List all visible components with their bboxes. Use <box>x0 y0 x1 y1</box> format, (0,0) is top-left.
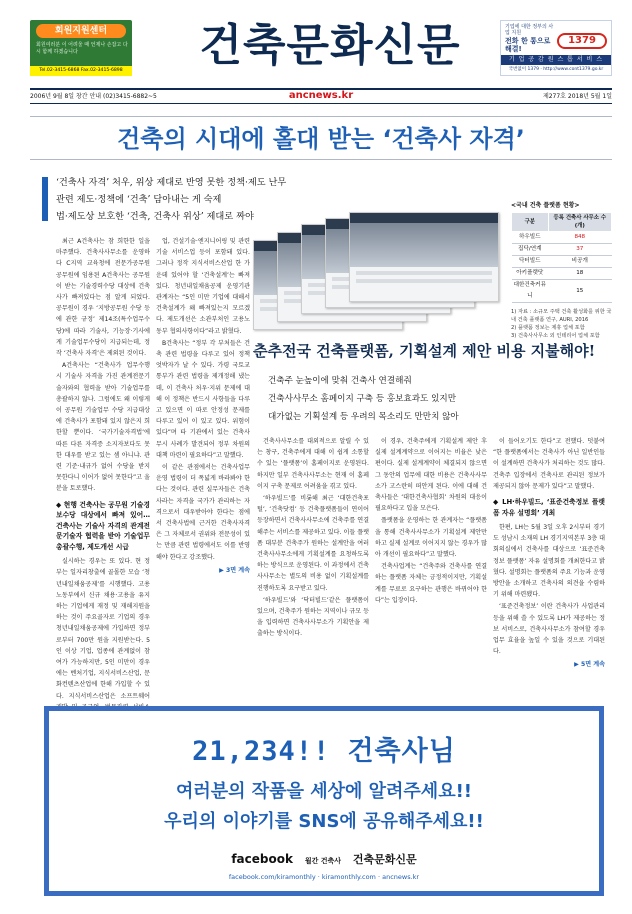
article-column-2 <box>156 236 250 696</box>
main-headline: 건축의 시대에 홀대 받는 ‘건축사 자격’ <box>30 116 612 160</box>
article-subheading: ◆ LH·하우빌드, ‘표준건축정보 플랫폼 자유 설명회’ 개최 <box>493 498 605 517</box>
article-paragraph: 실시하는 경우는 또 있다. 현 정부는 일자리창출에 골몰한 모습 ‘청년내일채움공제’를 시행했다. 고용노동부에서 신규 채용·고용을 유지하는 기업에게 재정 및 재해지원을 하는 것이 주요골자로 기업의 경우 청년내일채움공제에 가입하면 정부로부터 700만 원을 지원받는다. 5인 이상 기업, 업종에 관계없이 참여가 가능하지만, 5인 미만이 경우에는 벤처기업, 지식서비스산업, 문화컨텐츠산업에 한해 가입할 수 있다. 지식서비스산업은 소프트웨어 <box>56 558 150 700</box>
table-row <box>512 256 612 268</box>
article-paragraph: ‘표준건축정보’ 이란 건축사가 사업관리 등을 위해 쓸 수 있도록 LH가 제공하는 정보 서비스로, 건축사사무소가 참여할 경우 업무 효율을 높일 수 있을 것으로 기대된다. <box>493 603 605 656</box>
stats-value: 18 <box>548 268 611 280</box>
stats-value: 37 <box>548 244 611 256</box>
second-headline: 춘추전국 건축플랫폼, 기획설계 제안 비용 지불해야! <box>253 342 596 360</box>
article-paragraph: ‘하우빌드’와 ‘닥터빌드’같은 플랫폼이 있으며, 건축주가 원하는 지역이나 규모 등을 입력하면 건축사사무소가 기획안을 제출하는 방식이다. <box>257 596 369 638</box>
platform-stats-box <box>511 200 612 340</box>
article-paragraph: A건축사는 “건축사가 업무수행 시 기술사 자격을 가진 관계전문기술자와의 협력을 받아 기술업무를 총괄하지 않나. 그럼에도 왜 이렇게 이 공무원 기술업무 수당 지급대상에 건축사가 포함돼 있지 않은지 희한할 뿐이다. ‘국가기술자격법’에 따른 다른 자격증 소지자보다도 못한 대우를 받고 있는 셈 아니냐. 관련 기준·내규가 없어 수당을 받지 못한다니 이어가 없어 못한다”고 울분을 토로했다. <box>56 362 150 493</box>
article-paragraph: 최근 A건축사는 참 희한한 일을 마주했다. 건축사사무소를 운영하다 C지역 교육청에 전문가공무원 공무원에 임용된 A건축사는 공무원이 받는 기술경력수당 대상에 건축사가 빠져있다는 점 알게 되었다. 공무원이 경우 ‘지방공무원 수당 등에 관한 규정’ 제14조(특수업무수당)에 따라 기술사, 기능장·기사에게 기술업무수당이 지급되는데, 정작 ‘건축사 자격’은 제외된 것이다. <box>56 238 150 358</box>
onestop-small-text: 기업에 대한 정부의 사업 지원 <box>505 24 554 36</box>
member-support-title: 회원지원센터 <box>36 24 126 38</box>
article-column-1 <box>56 236 150 700</box>
stats-notes <box>511 308 612 340</box>
article-paragraph: 이 경우, 건축주에게 기획설계 제안 후 실제 설계계약으로 이어지는 비율은 낮은 편이다. 실제 설계계약이 체결되지 않으면 그 동안의 업무에 대한 비용은 건축사사무소가 고스란히 떠안게 된다. 이에 대해 건축사들은 ‘대한건축사협회’ 차원의 대응이 필요하다고 입을 모은다. <box>375 438 487 513</box>
deck-line: 건축주 눈높이에 맞춰 건축사 연결해줘 <box>268 376 412 386</box>
member-support-text: 회원여러분 이 어려울 때 언제나 손잡고 다시 함께 하겠습니다 <box>36 42 128 55</box>
onestop-band: 기 업 공 감 원 스 톱 서 비 스 <box>501 55 611 65</box>
table-row <box>512 280 612 303</box>
stats-note: 1) 자료 : 소규모 주택 건축 활성화를 위한 국내 건축 플랫폼 연구, AURI, 2016 <box>511 309 612 323</box>
deck-line: 관련 제도·정책에 ‘건축’ 담아내는 게 숙제 <box>56 194 222 205</box>
continued-page-3[interactable]: ▶ 3면 계속 <box>219 566 250 574</box>
onestop-footer: 국번없이 1379 · http://www.cont1379.go.kr <box>508 67 604 72</box>
stats-platform: 집닥/연계 <box>512 244 549 256</box>
platform-screenshots-image <box>253 212 499 332</box>
stats-header: 등록 건축사 사무소 수(개) <box>548 213 611 232</box>
stats-header: 구분 <box>512 213 549 232</box>
member-support-logo[interactable] <box>30 20 132 76</box>
table-row <box>512 232 612 244</box>
ancnews-logo[interactable]: 건축문화신문 <box>352 853 417 866</box>
article-paragraph: 이 같은 관점에서는 건축사업무운영 법령이 더 폭넓게 바라봐야 한다는 것이다. 관련 실무자들은 건축사라는 자격을 국가가 관리하는 자격으로서 대우받아야 한다는 점에서 건축사법에 근거한 건축사자격은 그 자체로서 권위와 전문성이 있는 만큼 관련 법령에서도 이를 반영해야 한다고 강조했다. <box>156 464 250 561</box>
founding-info: 2006년 9월 8일 창간 안내 (02)3415-6882~5 <box>30 93 157 100</box>
site-url[interactable]: ancnews.kr <box>288 90 354 101</box>
stats-platform: 아키플랫닷 <box>512 268 549 280</box>
ad-urls[interactable]: facebook.com/kiramonthly · kiramonthly.com · ancnews.kr <box>228 873 420 881</box>
stats-value: 15 <box>548 280 611 303</box>
onestop-main-text: 전화 한 통으로 해결! <box>505 37 551 53</box>
hotline-number: 1379 <box>557 33 607 49</box>
article-paragraph: 한편, LH는 5월 3일 오후 2시부터 경기도 성남시 소재의 LH 경기지역본부 3층 대회의실에서 건축사를 대상으로 ‘표준건축정보 플랫폼’ 자유 설명회를 개최한다고 밝혔다. 설명회는 플랫폼의 주요 기능과 운영방안을 소개하고 건축사의 의견을 수렴하기 위해 마련됐다. <box>493 524 605 599</box>
article-subheading: ◆ 현행 건축사는 공무원 기술경보수당 대상에서 빠져 있어… 건축사는 기술사 자격의 관계전문기술자 협력을 받아 기술업무 총괄수행, 제도개선 시급 <box>56 500 150 551</box>
issue-number-date: 제277호 2018년 5월 1일 <box>542 93 612 100</box>
article-paragraph: 이 들어오기도 한다”고 전했다. 덧붙여 “한 플랫폼에서는 건축사가 아닌 일반인들이 설계하면 건축사가 처리하는 것도 많다. 건축주 입장에서 건축사로 관리된 정보가 제공되지 않아 문제가 있다”고 말했다. <box>493 438 605 490</box>
table-row <box>512 268 612 280</box>
stats-note: 2) 플랫폼 정보는 제휴 업체 포함 <box>511 325 585 331</box>
stats-value: 848 <box>548 232 611 244</box>
newspaper-title: 건축문화신문 <box>199 20 461 71</box>
ad-line-1: 여러분의 작품을 세상에 알려주세요!! <box>175 781 473 802</box>
facebook-logo[interactable]: facebook <box>231 852 293 866</box>
article-paragraph: 건축사사무소를 대외적으로 알릴 수 있는 창구, 건축주에게 대해 이 쉽게 소통할 수 있는 ‘플랫폼’이 홈페이지로 운영된다. 하지만 일부 건축사사무소는 현재 이 홈페이지 구축 문제로 어려움을 겪고 있다. <box>257 438 369 490</box>
table-row <box>512 244 612 256</box>
article-paragraph: B건축사는 “정부 각 부처들은 건축 관련 법령을 다루고 있어 정책 엇박자가 날 수 있다. 가령 국토교통부가 관련 법령을 제개정해 냈는데, 이 건축사 처우·지위 문제에 대해 이 정책은 반드시 사항들을 다루고 있으면 이 따로 안정성 문제를 다루고 있어 이 있고 있다. 위험이 있다”며 타 기관에서 있는 건축사 무시 사례가 발견되어 정부 차원의 대책 마련이 필요하다”고 말했다. <box>156 339 250 459</box>
stats-value: 비공개 <box>548 256 611 268</box>
stats-note: 3) 건축사사무소 외 인테리어 업체 포함 <box>511 333 600 339</box>
stats-platform: 대한건축커뮤니 <box>512 280 549 303</box>
article-paragraph: ‘하우빌드’를 비롯해 최근 ‘대한건축포털’, ‘건축닷컴’ 등 건축플랫폼들이 연이어 등장하면서 건축사사무소에 건축주를 연결해주는 서비스를 제공하고 있다. 이들 플랫폼 대부분 건축주가 원하는 설계안을 여러 건축사사무소에게 기획설계를 요청하도록 하는 방식으로 운영된다. 이 과정에서 건축사사무소는 별도의 비용 없이 기획설계를 진행하도록 요구받고 있다. <box>257 495 369 592</box>
stats-header-row <box>512 213 612 232</box>
article-paragraph: 플랫폼을 운영하는 한 관계자는 “플랫폼을 통해 건축사사무소가 기획설계 제안만 하고 실제 설계로 이어지지 않는 경우가 많아 개선이 필요하다”고 말했다. <box>375 517 487 559</box>
article-paragraph: 업, 건설기술·엔지니어링 및 관련 기술 서비스업 등이 포함돼 있다. 그러나 정작 지식서비스산업 한 가운데 있어야 할 ‘건축설계’는 빠져 있다. 청년내일채움공제 운영기관 관계자는 “5인 미만 기업에 대해서 건축설계가 왜 빠져있는지 모르겠다. 제도개선은 소관부처인 고용노동부 협의사항이다”라고 밝혔다. <box>156 238 250 335</box>
stats-caption: <국내 건축 플랫폼 현황> <box>511 202 580 209</box>
deck-line: 대가없는 기획설계 등 우려의 목소리도 만만치 않아 <box>268 412 459 422</box>
sns-campaign-ad[interactable] <box>44 706 604 896</box>
deck-line: 건축사사무소 홈페이지 구축 등 홍보효과도 있지만 <box>268 394 456 404</box>
onestop-service-ad[interactable] <box>500 20 612 76</box>
article-column-3 <box>257 436 369 698</box>
second-deck <box>268 372 598 426</box>
stats-platform: 하우빌드 <box>512 232 549 244</box>
platform-screenshot <box>349 212 499 302</box>
deck-line: ‘건축사 자격’ 처우, 위상 제대로 반영 못한 정책·제도 난무 <box>56 177 287 188</box>
continued-page-5[interactable]: ▶ 5면 계속 <box>574 661 605 669</box>
ad-headline: 21,234!! 건축사님 <box>192 736 456 767</box>
deck-accent-bar <box>42 177 48 221</box>
article-column-5 <box>493 436 605 698</box>
member-support-contact: Tel.02-3415-6868 Fax.02-3415-6898 <box>30 66 132 76</box>
stats-platform: 닥터빌드 <box>512 256 549 268</box>
masthead <box>30 18 612 80</box>
stats-table <box>511 212 612 303</box>
article-paragraph: 건축사업계는 “건축주와 건축사를 연결하는 플랫폼 자체는 긍정적이지만, 기획설계를 무료로 요구하는 관행은 바뀌어야 한다”는 입장이다. <box>375 563 487 604</box>
deck-line: 법·제도상 보호한 ‘건축, 건축사 위상’ 제대로 짜야 <box>56 211 254 222</box>
article-column-4 <box>375 436 487 698</box>
monthly-architect-logo[interactable]: 월간 건축사 <box>304 857 342 865</box>
ad-line-2: 우리의 이야기를 SNS에 공유해주세요!! <box>164 811 484 832</box>
ad-brand-row <box>49 851 599 867</box>
issue-info-bar <box>30 88 612 104</box>
